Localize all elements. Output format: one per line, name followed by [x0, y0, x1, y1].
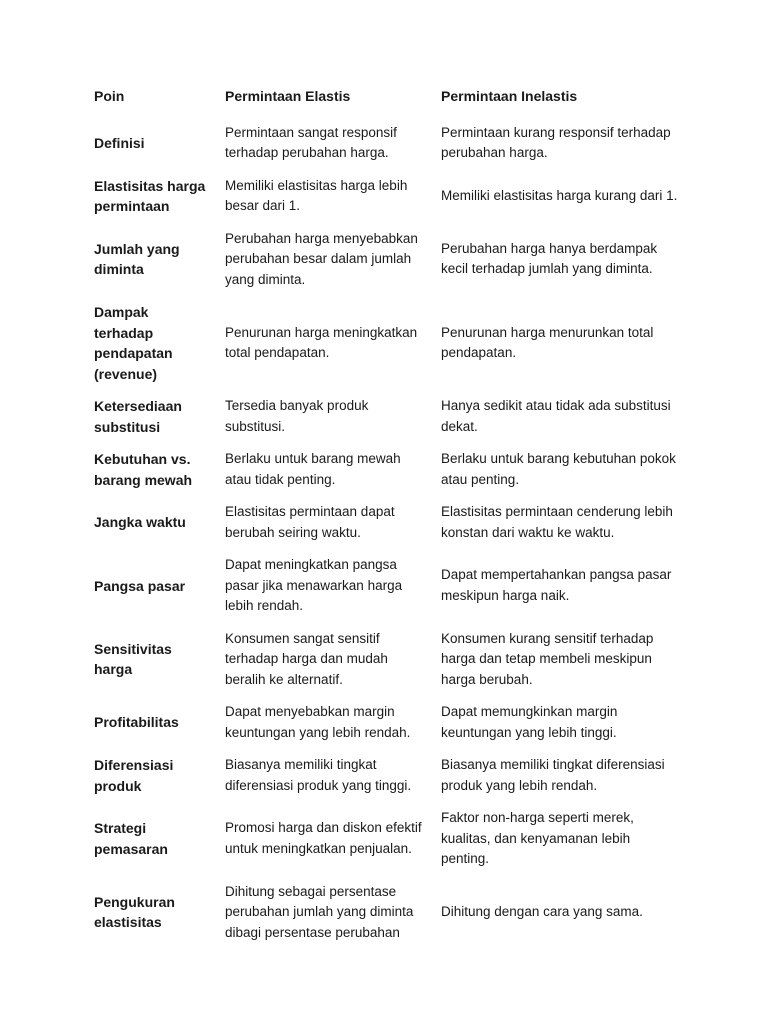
table-row	[86, 296, 686, 390]
row-point: Jumlah yang diminta	[94, 240, 180, 278]
row-inelastic: Berlaku untuk barang kebutuhan pokok atau penting.	[441, 451, 676, 487]
row-elastic: Biasanya memiliki tingkat diferensiasi produk yang tinggi.	[225, 757, 412, 793]
header-point: Poin	[94, 88, 125, 104]
row-elastic: Berlaku untuk barang mewah atau tidak penting.	[225, 451, 401, 487]
table-row	[86, 802, 686, 876]
row-inelastic: Permintaan kurang responsif terhadap perubahan harga.	[441, 124, 671, 160]
row-elastic: Tersedia banyak produk substitusi.	[225, 398, 369, 434]
table-row	[86, 549, 686, 623]
row-elastic: Memiliki elastisitas harga lebih besar dari 1.	[225, 177, 408, 213]
row-inelastic: Dihitung dengan cara yang sama.	[441, 904, 643, 919]
row-point: Elastisitas harga permintaan	[94, 177, 206, 214]
row-point: Diferensiasi produk	[94, 757, 174, 794]
row-point: Sensitivitas harga	[94, 640, 172, 678]
row-elastic: Elastisitas permintaan dapat berubah seiring waktu.	[225, 504, 395, 540]
row-inelastic: Memiliki elastisitas harga kurang dari 1.	[441, 187, 678, 203]
row-point: Strategi pemasaran	[94, 820, 168, 857]
table-row	[86, 876, 686, 950]
table-row	[86, 170, 686, 223]
table-row	[86, 696, 686, 749]
header-elastic: Permintaan Elastis	[225, 88, 351, 104]
table-row	[86, 496, 686, 549]
row-inelastic: Biasanya memiliki tingkat diferensiasi produk yang lebih rendah.	[441, 757, 665, 793]
row-elastic: Penurunan harga meningkatkan total pendapatan.	[225, 324, 418, 360]
table-row	[86, 223, 686, 297]
comparison-table	[86, 76, 686, 949]
row-inelastic: Penurunan harga menurunkan total pendapatan.	[441, 324, 654, 360]
table-row	[86, 117, 686, 170]
row-point: Jangka waktu	[94, 514, 186, 531]
row-inelastic: Dapat mempertahankan pangsa pasar meskipun harga naik.	[441, 567, 672, 603]
row-point: Ketersediaan substitusi	[94, 398, 182, 435]
table-row	[86, 390, 686, 443]
table-row	[86, 749, 686, 802]
table-row	[86, 623, 686, 697]
row-point: Profitabilitas	[94, 714, 179, 731]
row-inelastic: Faktor non-harga seperti merek, kualitas, dan kenyamanan lebih penting.	[441, 810, 634, 866]
row-inelastic: Konsumen kurang sensitif terhadap harga dan tetap membeli meskipun harga berubah.	[441, 630, 654, 687]
row-point: Pengukuran elastisitas	[94, 893, 175, 931]
row-inelastic: Elastisitas permintaan cenderung lebih konstan dari waktu ke waktu.	[441, 504, 673, 540]
row-inelastic: Perubahan harga hanya berdampak kecil terhadap jumlah yang diminta.	[441, 240, 658, 277]
row-elastic: Dihitung sebagai persentase perubahan jumlah yang diminta dibagi persentase perubahan	[225, 883, 414, 940]
header-inelastic: Permintaan Inelastis	[441, 88, 578, 104]
row-elastic: Promosi harga dan diskon efektif untuk meningkatkan penjualan.	[225, 820, 422, 856]
table-header-row	[86, 76, 686, 117]
row-inelastic: Hanya sedikit atau tidak ada substitusi dekat.	[441, 398, 671, 434]
row-elastic: Dapat menyebabkan margin keuntungan yang lebih rendah.	[225, 704, 411, 740]
row-point: Dampak terhadap pendapatan (revenue)	[94, 304, 173, 382]
table-row	[86, 443, 686, 496]
row-point: Definisi	[94, 134, 145, 151]
row-elastic: Perubahan harga menyebabkan perubahan besar dalam jumlah yang diminta.	[225, 230, 418, 287]
row-point: Pangsa pasar	[94, 577, 186, 594]
row-elastic: Dapat meningkatkan pangsa pasar jika menawarkan harga lebih rendah.	[225, 557, 403, 613]
row-point: Kebutuhan vs. barang mewah	[94, 451, 193, 488]
row-elastic: Konsumen sangat sensitif terhadap harga dan mudah beralih ke alternatif.	[225, 630, 388, 687]
row-elastic: Permintaan sangat responsif terhadap perubahan harga.	[225, 124, 397, 160]
row-inelastic: Dapat memungkinkan margin keuntungan yang lebih tinggi.	[441, 704, 618, 740]
